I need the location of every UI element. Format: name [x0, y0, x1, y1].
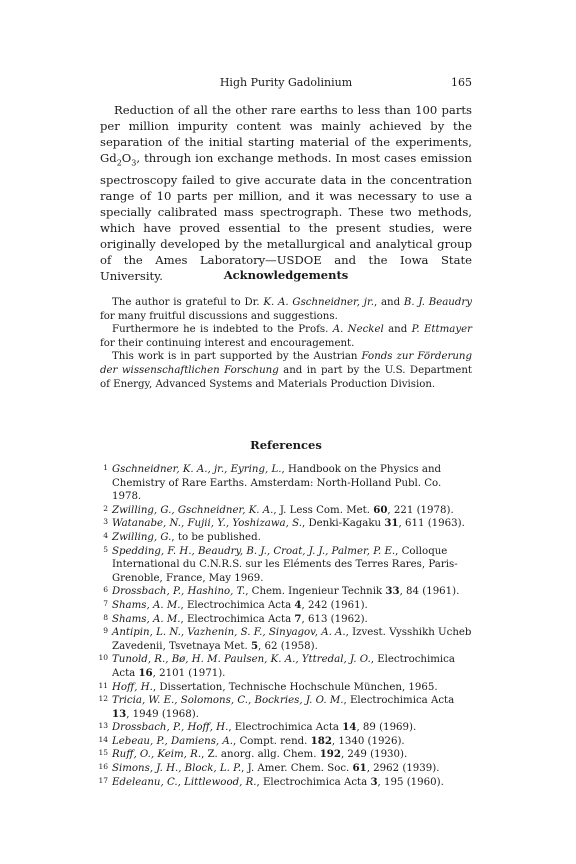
running-title: High Purity Gadolinium: [219, 76, 353, 89]
reference-pages-year: , 249 (1930).: [340, 749, 408, 761]
reference-item: [100, 694, 472, 721]
reference-pages-year: , 89 (1969).: [356, 722, 417, 734]
reference-number: 1: [103, 463, 108, 472]
reference-number: 12: [98, 694, 108, 704]
reference-number: 8: [103, 612, 108, 622]
reference-authors: Gschneidner, K. A., jr., Eyring, L.: [112, 464, 282, 475]
reference-number: 15: [98, 748, 108, 758]
reference-item: [100, 585, 472, 599]
reference-number: 16: [98, 762, 108, 772]
reference-pages-year: , 195 (1960).: [377, 776, 444, 788]
reference-volume: 31: [384, 517, 399, 530]
reference-item: [100, 613, 472, 627]
reference-item: [100, 776, 472, 790]
reference-item: [100, 463, 472, 504]
ack-paragraph-3: [100, 350, 472, 391]
reference-volume: 13: [112, 707, 127, 720]
ack-text: , and: [373, 297, 404, 308]
reference-source: , Electrochimica Acta: [180, 613, 295, 625]
reference-item: [100, 517, 472, 531]
subscript-3: 3: [131, 158, 137, 168]
reference-number: 14: [98, 734, 108, 744]
reference-volume: 33: [385, 585, 400, 598]
reference-authors: Drossbach, P., Hoff, H.: [112, 722, 229, 734]
subscript-2: 2: [116, 158, 122, 168]
reference-item: [100, 748, 472, 762]
reference-authors: Tunold, R., Bø, H. M. Paulsen, K. A., Yttredal, J. O.: [112, 654, 371, 666]
ack-text: This work is in part supported by the Austrian: [112, 351, 362, 363]
reference-item: [100, 735, 472, 749]
page-number: 165: [451, 76, 472, 89]
ack-person: B. J. Beaudry: [403, 297, 473, 308]
reference-source: , Handbook on the Physics and Chemistry of Rare Earths. Amsterdam: North-Holland Publ. Co. 1978.: [112, 464, 442, 503]
reference-number: 5: [103, 544, 108, 554]
ack-person: A. Neckel: [332, 324, 384, 336]
reference-item: [100, 762, 472, 776]
reference-authors: Hoff, H.: [112, 681, 153, 693]
reference-item: [100, 721, 472, 735]
reference-pages-year: , 242 (1961).: [301, 599, 368, 611]
reference-item: [100, 504, 472, 518]
reference-authors: Antipin, L. N., Vazhenin, S. F., Sinyagov, A. A.: [112, 627, 346, 639]
reference-source: , Electrochimica Acta: [112, 654, 455, 679]
reference-item: [100, 653, 472, 680]
reference-authors: Simons, J. H., Block, L. P.: [112, 763, 242, 775]
reference-pages-year: , 2101 (1971).: [152, 667, 226, 679]
reference-number: 3: [103, 517, 108, 527]
reference-volume: 182: [310, 734, 332, 747]
reference-authors: Ruff, O., Keim, R.: [112, 749, 202, 761]
reference-pages-year: , 221 (1978).: [387, 504, 454, 516]
reference-volume: 5: [250, 639, 259, 652]
ack-person: P. Ettmayer: [411, 324, 472, 336]
reference-pages-year: , 1340 (1926).: [331, 735, 405, 747]
reference-authors: Watanabe, N., Fujii, Y., Yoshizawa, S.: [112, 518, 302, 530]
reference-authors: Tricia, W. E., Solomons, C., Bockries, J. O. M.: [112, 695, 344, 707]
ack-person: K. A. Gschneidner, jr.: [263, 297, 374, 308]
reference-number: 4: [103, 530, 108, 540]
reference-number: 11: [98, 680, 108, 690]
reference-source: , J. Less Com. Met.: [273, 504, 374, 516]
reference-source: , Denki-Kagaku: [301, 518, 385, 530]
reference-number: 13: [98, 721, 108, 731]
reference-source: , Izvest. Vysshikh Ucheb Zavedenii, Tsvetnaya Met.: [112, 627, 472, 652]
reference-volume: 3: [370, 775, 378, 788]
reference-pages-year: , 613 (1962).: [301, 613, 368, 625]
reference-authors: Drossbach, P., Hashino, T.: [112, 586, 246, 598]
reference-number: 7: [103, 598, 108, 608]
reference-volume: 4: [294, 598, 302, 611]
reference-authors: Shams, A. M.: [112, 613, 181, 625]
body-paragraph: [100, 102, 472, 284]
ack-text: and: [383, 324, 412, 336]
reference-authors: Zwilling, G.: [112, 531, 172, 543]
reference-item: [100, 531, 472, 545]
reference-number: 2: [103, 503, 108, 513]
reference-item: [100, 626, 472, 653]
reference-number: 10: [98, 653, 108, 663]
reference-authors: Zwilling, G., Gschneidner, K. A.: [112, 504, 274, 516]
ack-text: for their continuing interest and encouragement.: [100, 337, 355, 349]
reference-pages-year: , 84 (1961).: [399, 586, 460, 598]
reference-item: [100, 681, 472, 695]
references-heading: References: [250, 438, 322, 452]
reference-source: , Compt. rend.: [233, 735, 311, 747]
reference-pages-year: , 1949 (1968).: [126, 708, 199, 720]
body-text-2: O: [121, 151, 132, 166]
reference-volume: 192: [319, 748, 341, 761]
ack-fund-name: Fonds zur Förderung der wissenschaftlichen Forschung: [100, 351, 472, 376]
acknowledgements-heading: Acknowledgements: [223, 268, 349, 282]
ack-text: Furthermore he is indebted to the Profs.: [112, 324, 333, 336]
reference-authors: Edeleanu, C., Littlewood, R.: [112, 776, 257, 788]
reference-source: , Electrochimica Acta: [256, 776, 371, 788]
reference-source: , Electrochimica Acta: [180, 599, 295, 611]
ack-paragraph-1: [100, 296, 472, 323]
reference-volume: 60: [373, 503, 388, 516]
reference-number: 6: [103, 585, 108, 595]
reference-source: , Electrochimica Acta: [228, 722, 343, 734]
references-list: [100, 463, 472, 789]
reference-volume: 61: [352, 762, 367, 775]
reference-source: , to be published.: [171, 531, 261, 543]
reference-authors: Shams, A. M.: [112, 599, 181, 611]
reference-item: [100, 599, 472, 613]
reference-number: 17: [98, 775, 108, 785]
reference-number: 9: [103, 626, 108, 636]
ack-paragraph-2: [100, 323, 472, 350]
acknowledgements-section: [100, 296, 472, 391]
ack-text: for many fruitful discussions and suggestions.: [100, 310, 338, 322]
reference-pages-year: , 62 (1958).: [258, 640, 318, 652]
reference-source: , J. Amer. Chem. Soc.: [241, 763, 353, 775]
body-text-3: , through ion exchange methods. In most cases emission spectroscopy failed to give accurate data in the concentration range of 10 parts per million, and it was necessary to use a specially calibrated mass spectrograph. These two methods, which have proved essential to the present studies, were originally developed by the metallurgical and analytical group of the Ames Laboratory—USDOE and the Iowa State University.: [100, 151, 472, 284]
reference-pages-year: , 611 (1963).: [398, 518, 465, 530]
reference-volume: 7: [294, 612, 302, 625]
reference-authors: Spedding, F. H., Beaudry, B. J., Croat, J. J., Palmer, P. E.: [112, 545, 396, 557]
reference-volume: 16: [138, 666, 153, 679]
ack-text: and in part by the U.S. Department of Energy, Advanced Systems and Materials Production Division.: [100, 364, 472, 390]
reference-item: [100, 545, 472, 586]
reference-pages-year: , 2962 (1939).: [366, 763, 440, 775]
reference-source: , Chem. Ingenieur Technik: [245, 586, 386, 598]
reference-authors: Lebeau, P., Damiens, A.: [112, 735, 234, 747]
reference-volume: 14: [342, 721, 357, 734]
body-text-1: Reduction of all the other rare earths to less than 100 parts per million impurity content was mainly achieved by the separation of the initial starting material of the experiments, Gd: [100, 103, 472, 166]
reference-source: , Dissertation, Technische Hochschule München, 1965.: [152, 681, 438, 693]
reference-source: , Z. anorg. allg. Chem.: [201, 749, 320, 761]
reference-source: , Colloque International du C.N.R.S. sur les Eléments des Terres Rares, Paris-Grenoble, France, May 1969.: [112, 545, 458, 584]
ack-text: The author is grateful to Dr.: [112, 297, 264, 308]
reference-source: , Electrochimica Acta: [343, 695, 455, 707]
